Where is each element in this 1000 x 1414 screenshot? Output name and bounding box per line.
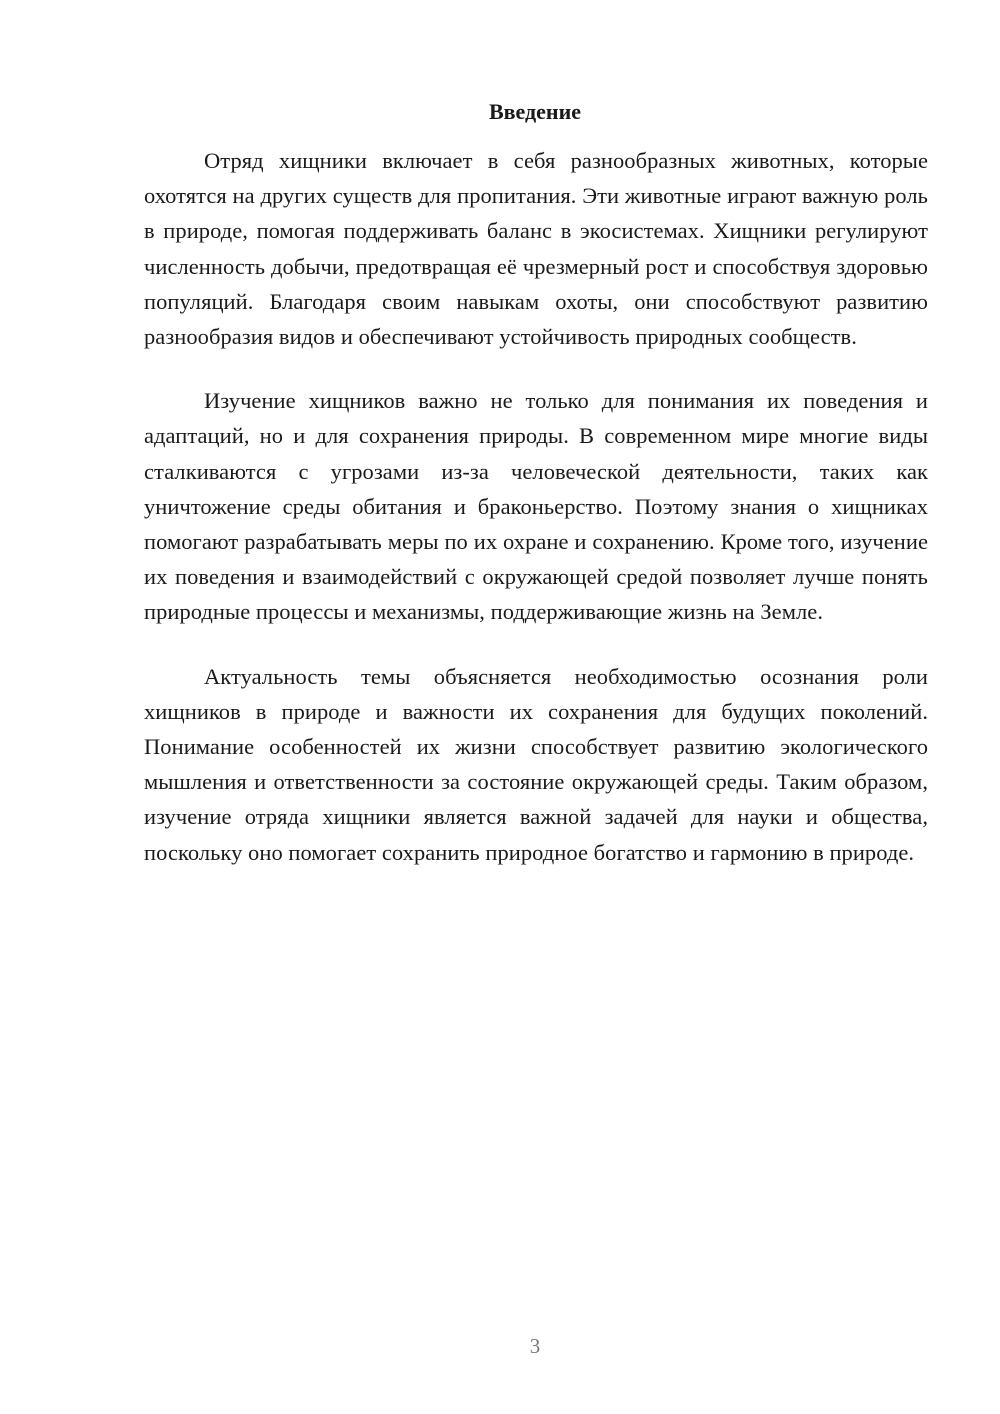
body-text — [144, 143, 928, 899]
paragraph-3: Актуальность темы объясняется необходимостью осознания роли хищников в природе и важности их сохранения для будущих поколений. Понимание особенностей их жизни способствует развитию экологического мышления и ответственности за состояние окружающей среды. Таким образом, изучение отряда хищники является важной задачей для науки и общества, поскольку оно помогает сохранить природное богатство и гармонию в природе. — [144, 663, 928, 865]
section-heading: Введение — [488, 99, 582, 124]
paragraph-2: Изучение хищников важно не только для понимания их поведения и адаптаций, но и для сохранения природы. В современном мире многие виды сталкиваются с угрозами из-за человеческой деятельности, таких как уничтожение среды обитания и браконьерство. Поэтому знания о хищниках помогают разрабатывать меры по их охране и сохранению. Кроме того, изучение их поведения и взаимодействий с окружающей средой позволяет лучше понять природные процессы и механизмы, поддерживающие жизнь на Земле. — [144, 388, 928, 625]
page-number: 3 — [529, 1334, 541, 1358]
paragraph-1: Отряд хищники включает в себя разнообразных животных, которые охотятся на других существ для пропитания. Эти животные играют важную роль в природе, помогая поддерживать баланс в экосистемах. Хищники регулируют численность добычи, предотвращая её чрезмерный рост и способствуя здоровью популяций. Благодаря своим навыкам охоты, они способствуют развитию разнообразия видов и обеспечивают устойчивость природных сообществ. — [144, 148, 928, 350]
